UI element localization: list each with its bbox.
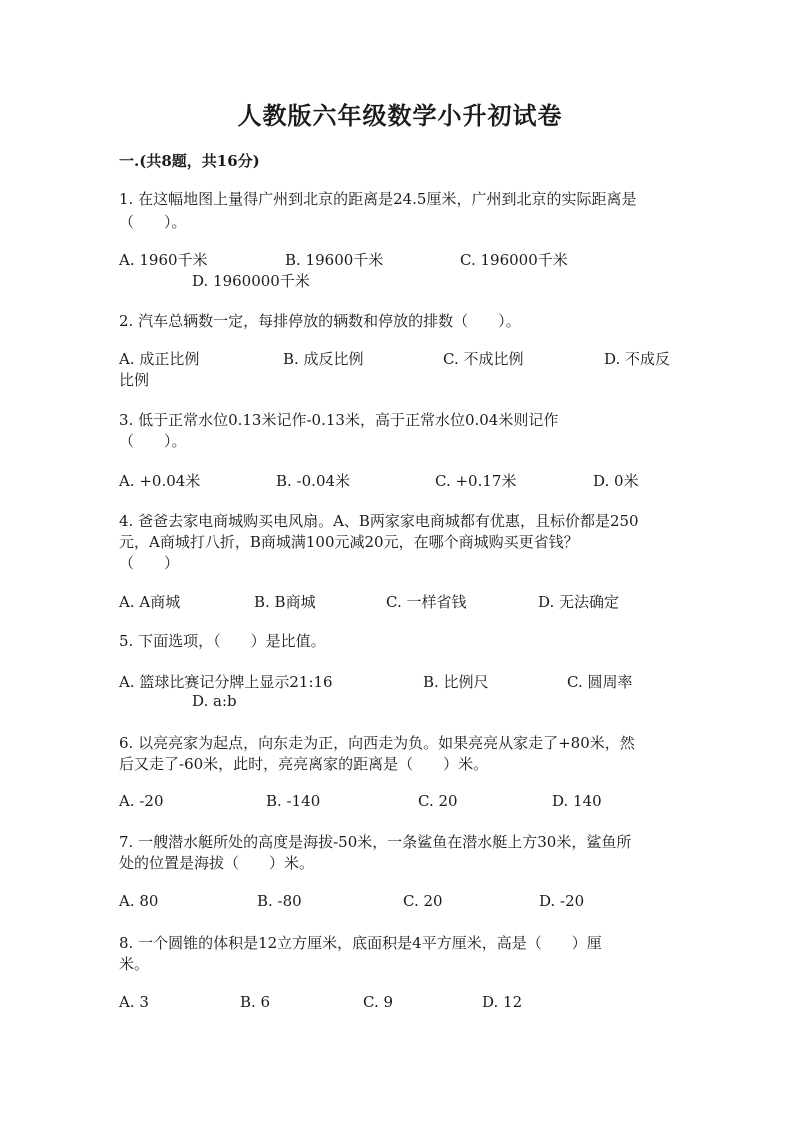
question-2-option-c: C. 不成比例 [443, 350, 524, 368]
question-7-option-b: B. -80 [257, 892, 302, 910]
question-1-option-a: A. 1960千米 [119, 251, 208, 269]
question-8-option-b: B. 6 [240, 993, 271, 1011]
question-8-option-c: C. 9 [363, 993, 394, 1011]
question-1-option-b: B. 19600千米 [285, 251, 384, 269]
question-2-option-b: B. 成反比例 [283, 350, 364, 368]
question-7-line-1: 7. 一艘潜水艇所处的高度是海拔-50米，一条鲨鱼在潜水艇上方30米，鲨鱼所 [119, 833, 632, 851]
question-6-option-d: D. 140 [552, 792, 602, 810]
question-1-line-2: （ ）。 [119, 213, 187, 231]
question-5-line-1: 5. 下面选项，（ ）是比值。 [119, 632, 326, 650]
question-4-option-a: A. A商城 [119, 593, 181, 611]
question-1-line-1: 1. 在这幅地图上量得广州到北京的距离是24.5厘米，广州到北京的实际距离是 [119, 190, 637, 208]
question-6-option-a: A. -20 [119, 792, 164, 810]
question-5-option-a: A. 篮球比赛记分牌上显示21:16 [119, 673, 333, 691]
question-3-option-d: D. 0米 [593, 472, 639, 490]
question-3-option-c: C. +0.17米 [435, 472, 517, 490]
question-4-line-3: （ ） [119, 554, 180, 572]
question-2-option-d: D. 不成反 [604, 350, 671, 368]
question-7-option-d: D. -20 [539, 892, 585, 910]
section-heading: 一.(共8题，共16分) [119, 152, 260, 170]
question-4-line-1: 4. 爸爸去家电商城购买电风扇。A、B两家家电商城都有优惠，且标价都是250 [119, 512, 639, 530]
question-4-line-2: 元，A商城打八折，B商城满100元减20元，在哪个商城购买更省钱？ [119, 533, 579, 551]
question-4-option-b: B. B商城 [254, 593, 316, 611]
question-6-line-1: 6. 以亮亮家为起点，向东走为正，向西走为负。如果亮亮从家走了+80米，然 [119, 734, 635, 752]
question-7-line-2: 处的位置是海拔（ ）米。 [119, 854, 315, 872]
question-3-option-b: B. -0.04米 [276, 472, 351, 490]
question-2-option-d-wrap: 比例 [119, 371, 150, 389]
page-title: 人教版六年级数学小升初试卷 [237, 101, 563, 130]
question-2-line-1: 2. 汽车总辆数一定，每排停放的辆数和停放的排数（ ）。 [119, 312, 521, 330]
question-3-line-1: 3. 低于正常水位0.13米记作-0.13米，高于正常水位0.04米则记作 [119, 411, 559, 429]
question-2-option-a: A. 成正比例 [119, 350, 200, 368]
question-8-line-2: 米。 [119, 955, 150, 973]
question-4-option-d: D. 无法确定 [538, 593, 620, 611]
question-5-option-b: B. 比例尺 [423, 673, 489, 691]
question-7-option-a: A. 80 [119, 892, 159, 910]
question-8-option-a: A. 3 [119, 993, 149, 1011]
question-4-option-c: C. 一样省钱 [386, 593, 467, 611]
question-7-option-c: C. 20 [403, 892, 443, 910]
question-5-option-d: D. a:b [192, 692, 237, 710]
question-1-option-d: D. 1960000千米 [192, 272, 310, 290]
question-3-option-a: A. +0.04米 [119, 472, 201, 490]
question-1-option-c: C. 196000千米 [460, 251, 568, 269]
question-6-line-2: 后又走了-60米，此时，亮亮离家的距离是（ ）米。 [119, 755, 489, 773]
question-5-option-c: C. 圆周率 [567, 673, 633, 691]
question-6-option-c: C. 20 [418, 792, 458, 810]
question-6-option-b: B. -140 [266, 792, 321, 810]
question-8-option-d: D. 12 [482, 993, 523, 1011]
question-3-line-2: （ ）。 [119, 432, 187, 450]
question-8-line-1: 8. 一个圆锥的体积是12立方厘米，底面积是4平方厘米，高是（ ）厘 [119, 934, 602, 952]
